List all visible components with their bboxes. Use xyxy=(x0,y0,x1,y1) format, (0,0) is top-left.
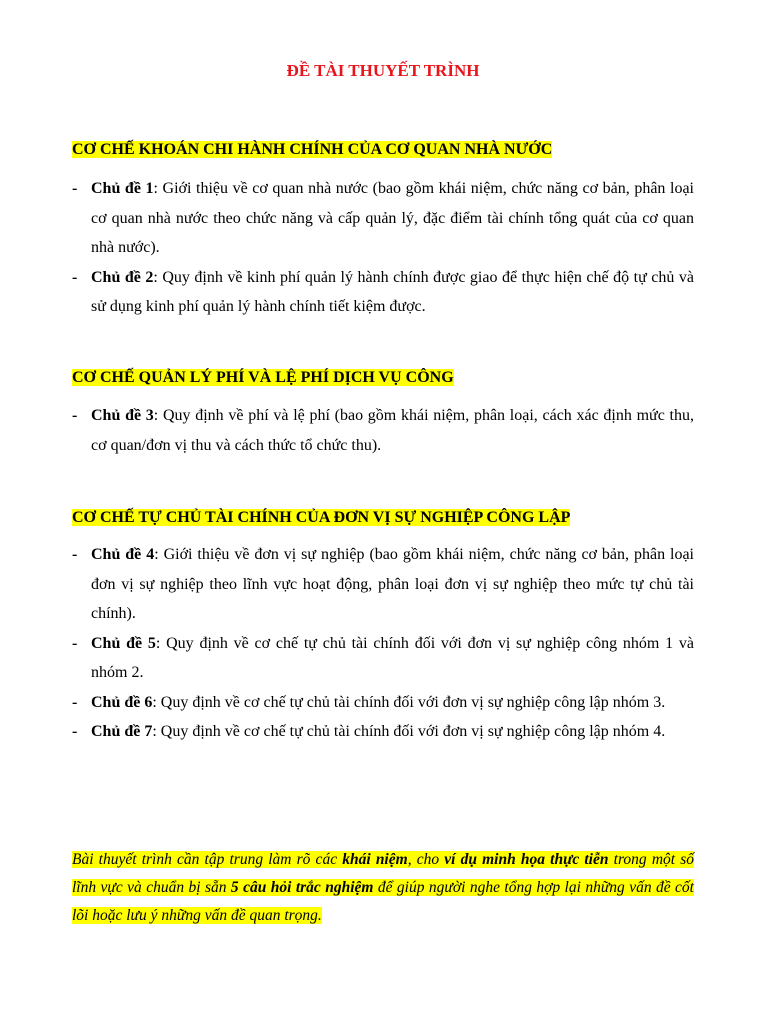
list-item xyxy=(72,688,694,718)
section-1-list xyxy=(72,174,694,322)
topic-label: Chủ đề 2 xyxy=(91,268,154,286)
section-heading-2-text: CƠ CHẾ QUẢN LÝ PHÍ VÀ LỆ PHÍ DỊCH VỤ CÔNG xyxy=(72,369,454,386)
topic-label: Chủ đề 3 xyxy=(91,407,154,424)
note-highlight xyxy=(72,851,694,924)
bullet-dash: - xyxy=(72,693,78,711)
note-bold-examples: ví dụ minh họa thực tiễn xyxy=(444,851,609,868)
topic-text: : Giới thiệu về cơ quan nhà nước (bao gồm khái niệm, chức năng cơ bản, phân loại cơ quan nhà nước theo chức năng và cấp quản lý, đặc điểm tài chính tổng quát của cơ quan nhà nước). xyxy=(91,180,694,256)
bullet-dash: - xyxy=(72,407,78,424)
bullet-dash: - xyxy=(72,634,78,652)
topic-label: Chủ đề 4 xyxy=(91,546,155,563)
note-bold-concepts: khái niệm xyxy=(342,851,408,868)
topic-label: Chủ đề 1 xyxy=(91,180,154,197)
document-title: ĐỀ TÀI THUYẾT TRÌNH xyxy=(286,61,480,80)
topic-text: : Quy định về cơ chế tự chủ tài chính đối với đơn vị sự nghiệp công lập nhóm 3. xyxy=(152,693,666,711)
section-heading-3 xyxy=(72,508,570,528)
topic-label: Chủ đề 7 xyxy=(91,723,153,740)
note-text-3: trong một số lĩnh vực và chuẩn bị sẵn xyxy=(72,851,695,896)
list-item xyxy=(72,540,694,629)
topic-text: : Giới thiệu về đơn vị sự nghiệp (bao gồm khái niệm, chức năng cơ bản, phân loại đơn vị sự nghiệp theo lĩnh vực hoạt động, phân loại đơn vị sự nghiệp theo mức tự chủ tài chính). xyxy=(91,546,694,622)
note-text-1: Bài thuyết trình cần tập trung làm rõ các xyxy=(72,851,343,868)
section-3-list xyxy=(72,540,694,747)
bullet-dash: - xyxy=(72,180,78,197)
bullet-dash: - xyxy=(72,723,78,740)
bullet-dash: - xyxy=(72,546,78,563)
section-heading-3-text: CƠ CHẾ TỰ CHỦ TÀI CHÍNH CỦA ĐƠN VỊ SỰ NGHIỆP CÔNG LẬP xyxy=(72,509,571,526)
list-item xyxy=(72,174,694,263)
note-text-2: , cho xyxy=(407,851,445,868)
note-text-4: để giúp người nghe tổng hợp lại những vấn đề cốt lõi hoặc lưu ý những vấn đề quan trọng. xyxy=(72,879,694,924)
topic-text: : Quy định về phí và lệ phí (bao gồm khái niệm, phân loại, cách xác định mức thu, cơ quan/đơn vị thu và cách thức tổ chức thu). xyxy=(91,407,694,454)
topic-text: : Quy định về cơ chế tự chủ tài chính đối với đơn vị sự nghiệp công nhóm 1 và nhóm 2. xyxy=(91,634,695,681)
section-2-list xyxy=(72,401,694,460)
note-bold-quiz: 5 câu hỏi trắc nghiệm xyxy=(230,879,374,896)
topic-label: Chủ đề 5 xyxy=(91,634,156,652)
presentation-note xyxy=(72,846,694,930)
section-heading-2 xyxy=(72,368,454,388)
section-heading-1-text: CƠ CHẾ KHOÁN CHI HÀNH CHÍNH CỦA CƠ QUAN NHÀ NƯỚC xyxy=(72,141,553,158)
list-item xyxy=(72,401,694,460)
topic-label: Chủ đề 6 xyxy=(91,693,153,711)
list-item xyxy=(72,629,694,688)
topic-text: : Quy định về kinh phí quản lý hành chính được giao để thực hiện chế độ tự chủ và sử dụng kinh phí quản lý hành chính tiết kiệm được. xyxy=(91,268,694,315)
bullet-dash: - xyxy=(72,268,78,286)
list-item xyxy=(72,717,694,747)
section-heading-1 xyxy=(72,140,552,160)
topic-text: : Quy định về cơ chế tự chủ tài chính đối với đơn vị sự nghiệp công lập nhóm 4. xyxy=(152,723,666,740)
list-item xyxy=(72,263,694,322)
